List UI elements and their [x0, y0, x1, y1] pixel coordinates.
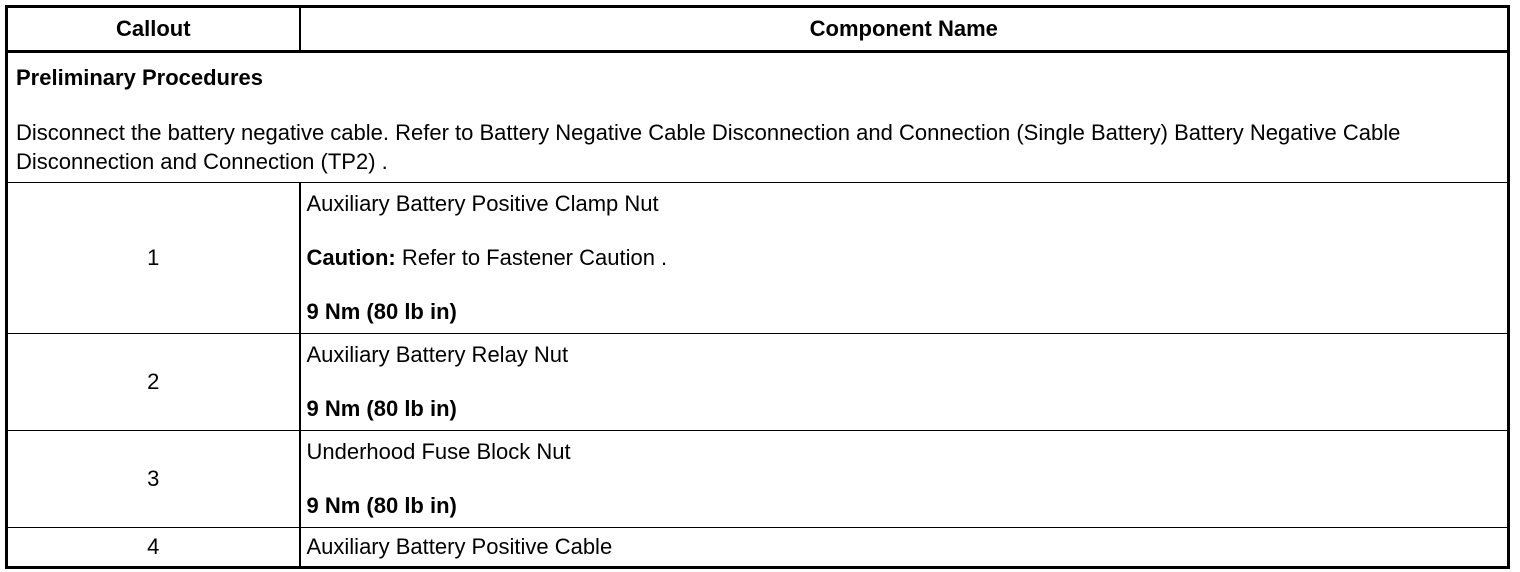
component-name: Auxiliary Battery Relay Nut	[306, 342, 569, 367]
caution-text: Refer to Fastener Caution .	[395, 245, 668, 270]
callout-number: 3	[7, 431, 300, 528]
component-name-column-header: Component Name	[300, 7, 1509, 52]
component-cell	[300, 334, 1509, 431]
preliminary-procedures-text: Disconnect the battery negative cable. Refer to Battery Negative Cable Disconnection and Connection (Single Battery) Battery Negative Cable Disconnection and Connection (TP2) .	[16, 120, 1401, 174]
callout-column-header: Callout	[7, 7, 300, 52]
preliminary-row	[7, 52, 1509, 183]
component-cell	[300, 431, 1509, 528]
component-name: Underhood Fuse Block Nut	[306, 439, 571, 464]
preliminary-procedures-cell	[7, 52, 1509, 183]
table-row	[7, 431, 1509, 528]
preliminary-procedures-title: Preliminary Procedures	[16, 65, 264, 90]
table-row	[7, 528, 1509, 568]
component-name: Auxiliary Battery Positive Clamp Nut	[306, 191, 659, 216]
caution-label: Caution:	[306, 245, 396, 270]
callout-number: 2	[7, 334, 300, 431]
component-cell	[300, 528, 1509, 568]
torque-spec: 9 Nm (80 lb in)	[306, 493, 457, 518]
torque-spec: 9 Nm (80 lb in)	[306, 396, 457, 421]
table-body	[7, 52, 1509, 568]
table-row	[7, 334, 1509, 431]
component-cell	[300, 183, 1509, 334]
callout-number: 1	[7, 183, 300, 334]
table-row	[7, 183, 1509, 334]
component-table	[5, 5, 1510, 569]
torque-spec: 9 Nm (80 lb in)	[306, 299, 457, 324]
table-header	[7, 7, 1509, 52]
header-row	[7, 7, 1509, 52]
callout-number: 4	[7, 528, 300, 568]
caution-note	[307, 243, 1500, 273]
component-name: Auxiliary Battery Positive Cable	[306, 534, 613, 559]
